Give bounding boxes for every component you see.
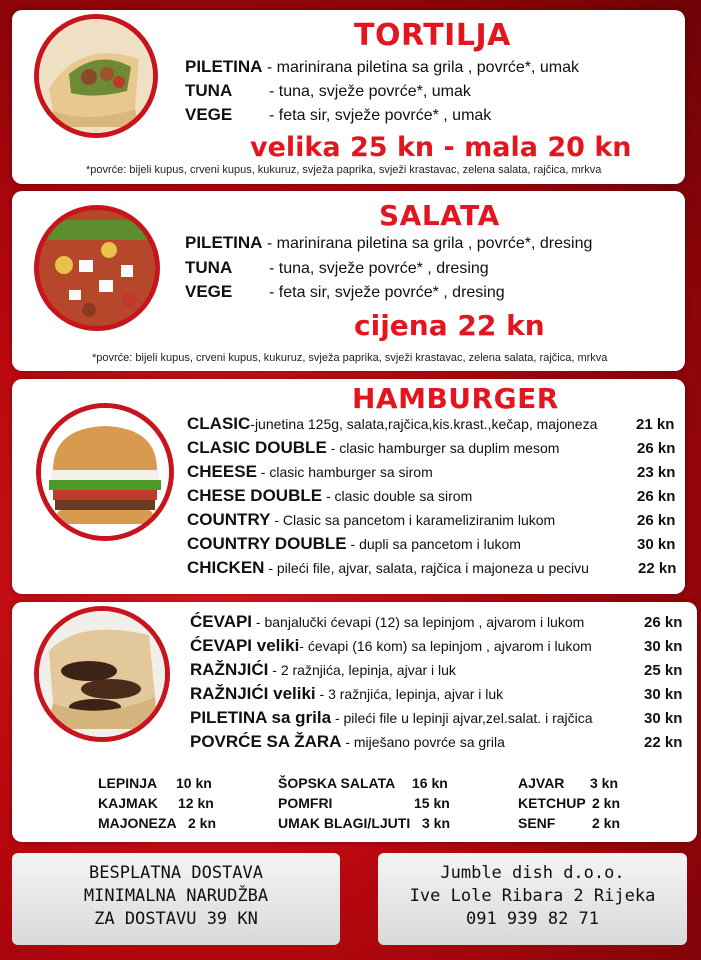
section-title: TORTILJA — [354, 18, 511, 53]
menu-item — [187, 462, 433, 482]
item-name: RAŽNJIĆI veliki — [190, 684, 316, 703]
menu-item — [187, 486, 472, 506]
item-name: ĆEVAPI — [190, 612, 253, 631]
hamburger-image-icon — [41, 408, 169, 536]
item-name: CHESE DOUBLE — [187, 486, 323, 505]
item-name: TUNA — [185, 258, 233, 277]
item-description: - marinirana piletina sa grila , povrće*, dresing — [262, 235, 593, 252]
menu-item — [185, 81, 471, 101]
item-name: CHEESE — [187, 462, 257, 481]
item-price: 30 kn — [637, 536, 676, 553]
extra-price: 10 kn — [176, 775, 212, 791]
menu-item — [185, 105, 491, 125]
item-price: 26 kn — [644, 614, 683, 631]
price-label: velika 25 kn - mala 20 kn — [250, 132, 632, 163]
section-title: HAMBURGER — [352, 382, 559, 415]
menu-item — [187, 534, 521, 554]
menu-item — [185, 258, 489, 278]
price-label: cijena 22 kn — [354, 309, 545, 342]
item-price: 23 kn — [637, 464, 676, 481]
company-address: Ive Lole Ribara 2 Rijeka — [409, 886, 656, 906]
item-price: 25 kn — [644, 662, 683, 679]
item-description: -junetina 125g, salata,rajčica,kis.krast.,kečap, majoneza — [250, 416, 598, 432]
item-name: RAŽNJIĆI — [190, 660, 269, 679]
extra-price: 2 kn — [592, 795, 621, 811]
item-name: PILETINA sa grila — [190, 708, 332, 727]
item-name: PILETINA — [185, 57, 263, 76]
menu-item — [190, 636, 592, 656]
item-name: VEGE — [185, 282, 233, 301]
delivery-line: ZA DOSTAVU 39 KN — [94, 909, 258, 929]
item-description: - miješano povrće sa grila — [341, 734, 505, 750]
item-price: 22 kn — [638, 560, 677, 577]
item-price: 21 kn — [636, 416, 675, 433]
extra-name: POMFRI — [278, 795, 333, 811]
item-price: 26 kn — [637, 440, 676, 457]
extra-price: 16 kn — [412, 775, 448, 791]
item-name: COUNTRY — [187, 510, 271, 529]
item-description: - feta sir, svježe povrće* , umak — [269, 107, 492, 124]
company-name: Jumble dish d.o.o. — [440, 863, 625, 883]
section-title: SALATA — [379, 199, 500, 232]
salata-section — [12, 191, 685, 371]
item-price: 22 kn — [644, 734, 683, 751]
contact-info — [378, 853, 687, 945]
extra-price: 3 kn — [590, 775, 619, 791]
tortilja-section — [12, 10, 685, 184]
item-description: - clasic hamburger sa sirom — [256, 464, 433, 480]
phone-number: 091 939 82 71 — [465, 909, 600, 929]
item-description: - pileći file u lepinji ajvar,zel.salat. i rajčica — [331, 710, 593, 726]
item-name: VEGE — [185, 105, 233, 124]
cevapi-image-icon — [39, 611, 165, 737]
hamburger-photo — [36, 403, 174, 541]
item-description: - ćevapi (16 kom) sa lepinjom , ajvarom i lukom — [299, 638, 592, 654]
item-name: COUNTRY DOUBLE — [187, 534, 347, 553]
tortilla-image-icon — [39, 19, 153, 133]
menu-item — [190, 732, 505, 752]
extra-name: MAJONEZA — [98, 815, 177, 831]
item-description: - tuna, svježe povrće* , dresing — [269, 260, 489, 277]
item-price: 26 kn — [637, 512, 676, 529]
extra-name: UMAK BLAGI/LJUTI — [278, 815, 411, 831]
menu-item — [187, 558, 589, 578]
extra-name: LEPINJA — [98, 775, 158, 791]
menu-item — [185, 57, 579, 77]
item-price: 30 kn — [644, 638, 683, 655]
item-name: CHICKEN — [187, 558, 265, 577]
footnote: *povrće: bijeli kupus, crveni kupus, kukuruz, svježa paprika, svježi krastavac, zelena salata, rajčica, mrkva — [86, 164, 602, 176]
tortilla-photo — [34, 14, 158, 138]
extra-price: 15 kn — [414, 795, 450, 811]
extra-name: KETCHUP — [518, 795, 586, 811]
item-name: ĆEVAPI veliki — [190, 636, 300, 655]
extra-name: ŠOPSKA SALATA — [278, 775, 396, 791]
extra-name: SENF — [518, 815, 556, 831]
item-description: - banjalučki ćevapi (12) sa lepinjom , ajvarom i lukom — [252, 614, 585, 630]
item-name: PILETINA — [185, 233, 263, 252]
item-name: POVRĆE SA ŽARA — [190, 732, 342, 751]
extra-price: 3 kn — [422, 815, 451, 831]
menu-item — [187, 438, 559, 458]
menu-item — [190, 708, 593, 728]
item-name: CLASIC — [187, 414, 251, 433]
item-price: 30 kn — [644, 686, 683, 703]
item-price: 30 kn — [644, 710, 683, 727]
item-description: - 2 ražnjića, lepinja, ajvar i luk — [268, 662, 456, 678]
grill-section — [12, 602, 697, 842]
item-description: - Clasic sa pancetom i karameliziranim lukom — [270, 512, 556, 528]
extra-price: 2 kn — [592, 815, 621, 831]
item-description: - clasic double sa sirom — [322, 488, 473, 504]
menu-item — [190, 612, 584, 632]
item-name: TUNA — [185, 81, 233, 100]
item-price: 26 kn — [637, 488, 676, 505]
hamburger-section — [12, 379, 685, 594]
menu-item — [187, 414, 597, 434]
item-description: - tuna, svježe povrće*, umak — [269, 83, 471, 100]
delivery-info — [12, 853, 340, 945]
item-description: - feta sir, svježe povrće* , dresing — [269, 284, 505, 301]
delivery-line: BESPLATNA DOSTAVA — [89, 863, 263, 883]
item-description: - 3 ražnjića, lepinja, ajvar i luk — [315, 686, 504, 702]
menu-item — [190, 684, 503, 704]
cevapi-photo — [34, 606, 170, 742]
item-description: - dupli sa pancetom i lukom — [346, 536, 521, 552]
menu-item — [185, 233, 592, 253]
salad-photo — [34, 205, 160, 331]
delivery-line: MINIMALNA NARUDŽBA — [83, 886, 269, 906]
extra-price: 12 kn — [178, 795, 214, 811]
extra-name: AJVAR — [518, 775, 565, 791]
extra-name: KAJMAK — [98, 795, 158, 811]
item-description: - pileći file, ajvar, salata, rajčica i majoneza u pecivu — [264, 560, 589, 576]
footnote: *povrće: bijeli kupus, crveni kupus, kukuruz, svježa paprika, svježi krastavac, zelena salata, rajčica, mrkva — [92, 352, 608, 364]
item-description: - clasic hamburger sa duplim mesom — [326, 440, 560, 456]
item-name: CLASIC DOUBLE — [187, 438, 327, 457]
menu-item — [187, 510, 555, 530]
menu-item — [190, 660, 456, 680]
menu-item — [185, 282, 505, 302]
salad-image-icon — [39, 210, 155, 326]
extra-price: 2 kn — [188, 815, 217, 831]
item-description: - marinirana piletina sa grila , povrće*, umak — [262, 59, 580, 76]
